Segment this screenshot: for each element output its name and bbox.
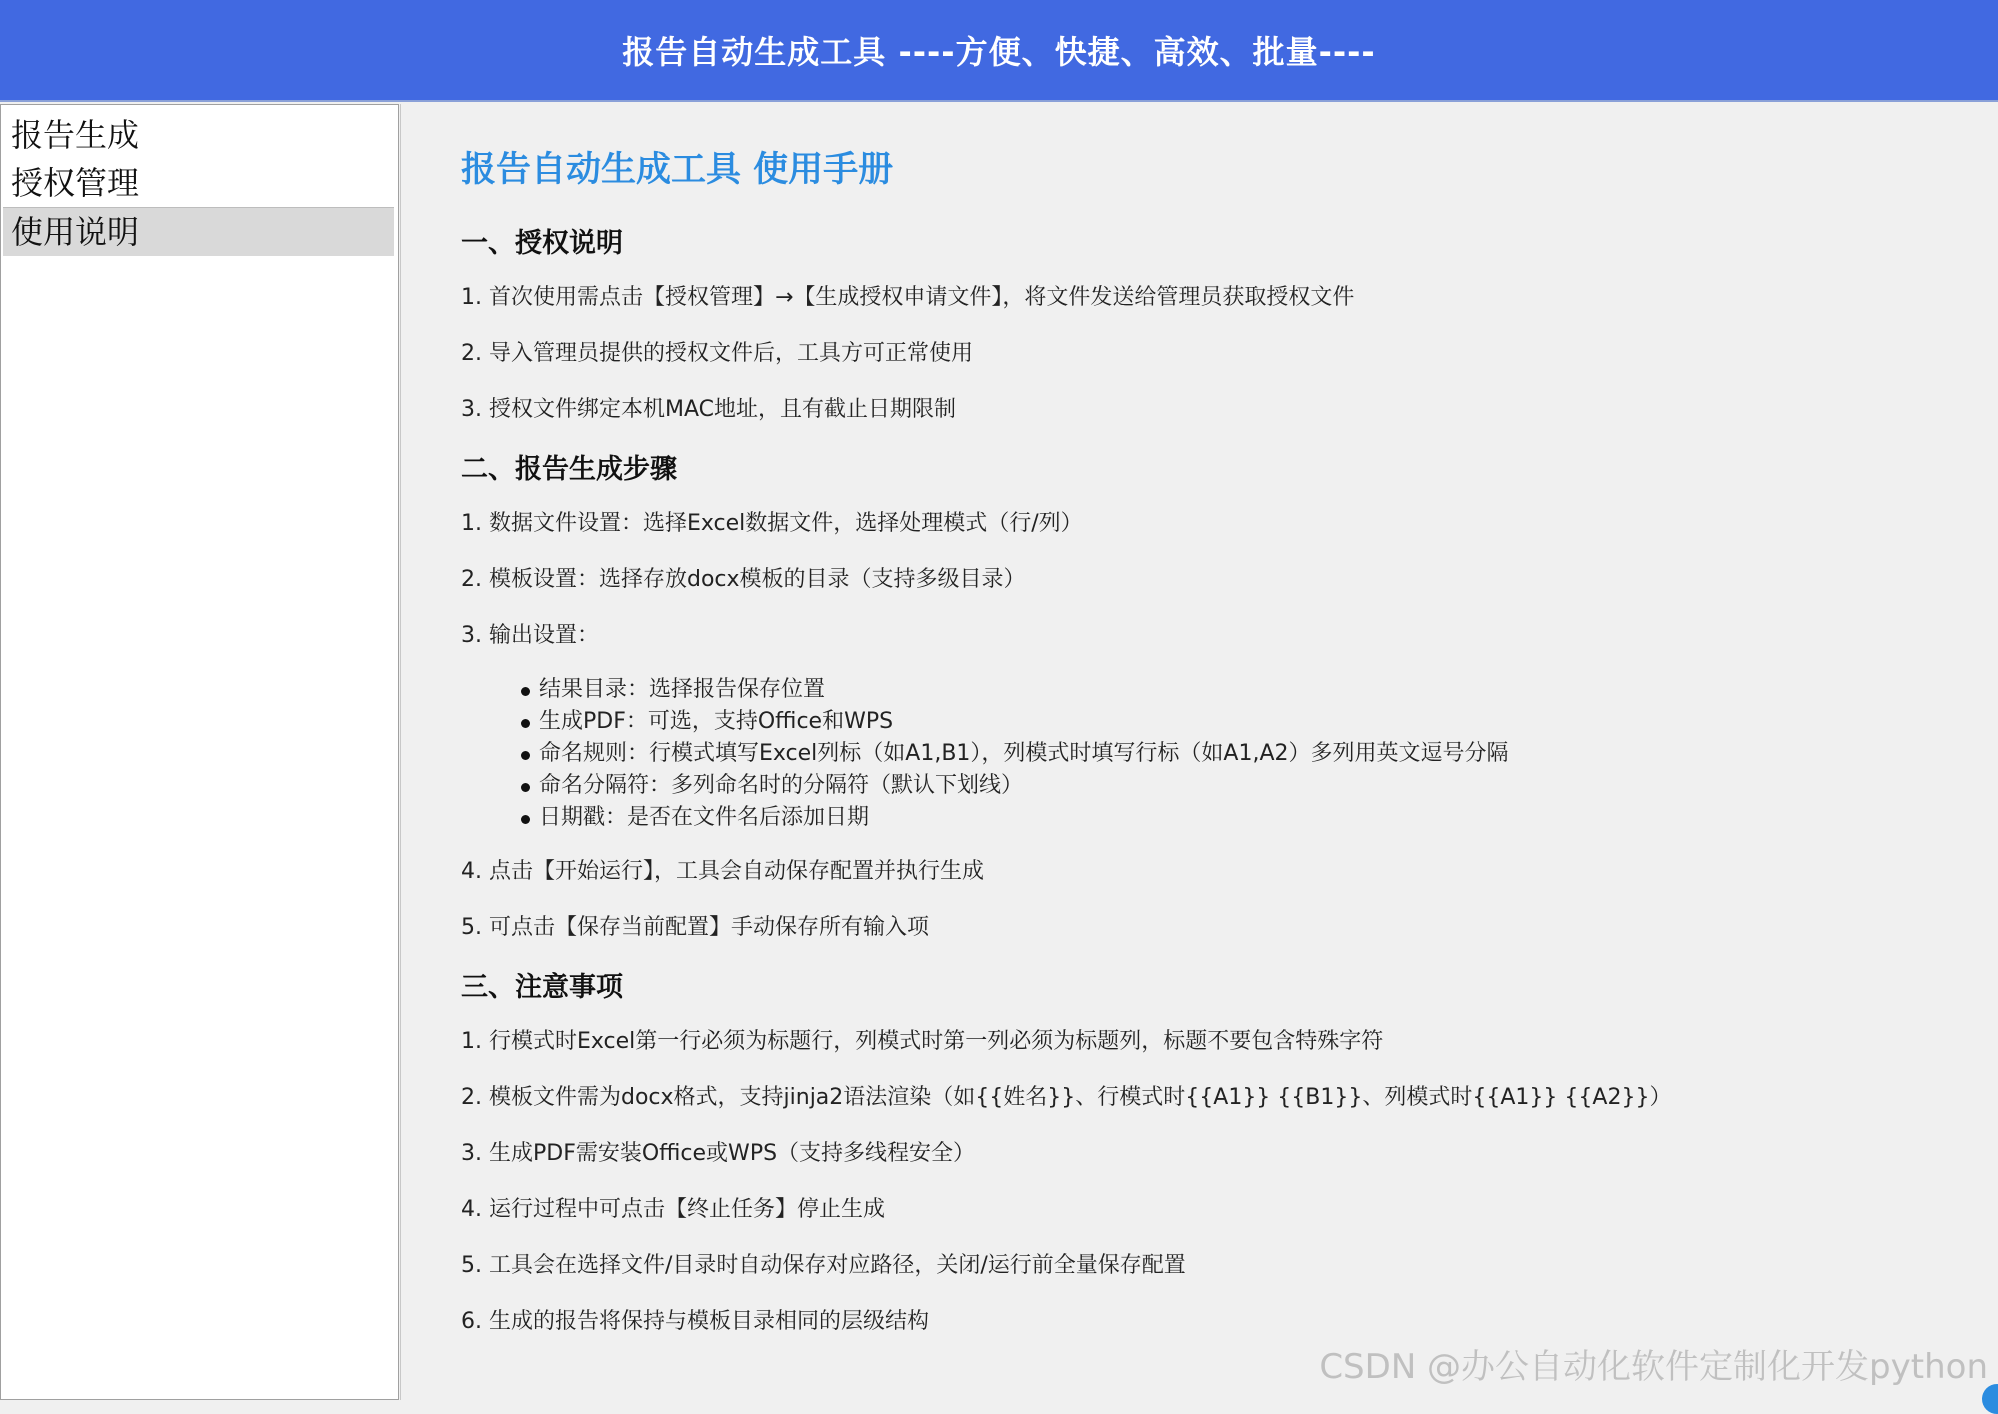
manual-title: 报告自动生成工具 使用手册	[461, 150, 894, 190]
bullet-item: 命名分隔符：多列命名时的分隔符（默认下划线）	[519, 770, 1961, 802]
step-item: 3. 输出设置：	[461, 623, 599, 648]
bullet-item: 日期戳：是否在文件名后添加日期	[519, 802, 1961, 834]
bullet-item: 命名规则：行模式填写Excel列标（如A1,B1），列模式时填写行标（如A1,A2）多列用英文逗号分隔	[519, 738, 1961, 770]
manual-panel	[400, 104, 1998, 1400]
sidebar-item-usage-guide[interactable]: 使用说明	[3, 207, 394, 256]
step-item: 4. 点击【开始运行】，工具会自动保存配置并执行生成	[461, 859, 984, 884]
section-heading-license: 一、授权说明	[461, 228, 623, 259]
bullet-item: 生成PDF：可选，支持Office和WPS	[519, 706, 1961, 738]
step-item: 2. 模板设置：选择存放docx模板的目录（支持多级目录）	[461, 567, 1026, 592]
step-item: 5. 可点击【保存当前配置】手动保存所有输入项	[461, 915, 929, 940]
note-item: 6. 生成的报告将保持与模板目录相同的层级结构	[461, 1309, 929, 1334]
sidebar-nav	[0, 104, 399, 1400]
license-item: 3. 授权文件绑定本机MAC地址，且有截止日期限制	[461, 397, 956, 422]
note-item: 3. 生成PDF需安装Office或WPS（支持多线程安全）	[461, 1141, 976, 1166]
sidebar-item-license-management[interactable]: 授权管理	[11, 164, 140, 202]
app-title: 报告自动生成工具 ----方便、快捷、高效、批量----	[622, 33, 1376, 71]
output-settings-list	[519, 674, 1961, 834]
note-item: 2. 模板文件需为docx格式，支持jinja2语法渲染（如{{姓名}}、行模式时{{A1}} {{B1}}、列模式时{{A1}} {{A2}}）	[461, 1085, 1672, 1110]
floating-button-icon[interactable]	[1982, 1384, 1998, 1414]
section-heading-notes: 三、注意事项	[461, 972, 623, 1003]
note-item: 1. 行模式时Excel第一行必须为标题行，列模式时第一列必须为标题列，标题不要包含特殊字符	[461, 1029, 1384, 1054]
license-item: 1. 首次使用需点击【授权管理】→【生成授权申请文件】，将文件发送给管理员获取授权文件	[461, 285, 1355, 310]
app-header	[0, 0, 1998, 102]
sidebar-item-report-generation[interactable]: 报告生成	[11, 116, 140, 154]
csdn-watermark: CSDN @办公自动化软件定制化开发python	[1319, 1347, 1988, 1387]
step-item: 1. 数据文件设置：选择Excel数据文件，选择处理模式（行/列）	[461, 511, 1083, 536]
license-item: 2. 导入管理员提供的授权文件后，工具方可正常使用	[461, 341, 973, 366]
section-heading-steps: 二、报告生成步骤	[461, 454, 677, 485]
note-item: 5. 工具会在选择文件/目录时自动保存对应路径，关闭/运行前全量保存配置	[461, 1253, 1186, 1278]
manual-content	[461, 146, 1961, 1362]
note-item: 4. 运行过程中可点击【终止任务】停止生成	[461, 1197, 885, 1222]
bullet-item: 结果目录：选择报告保存位置	[519, 674, 1961, 706]
